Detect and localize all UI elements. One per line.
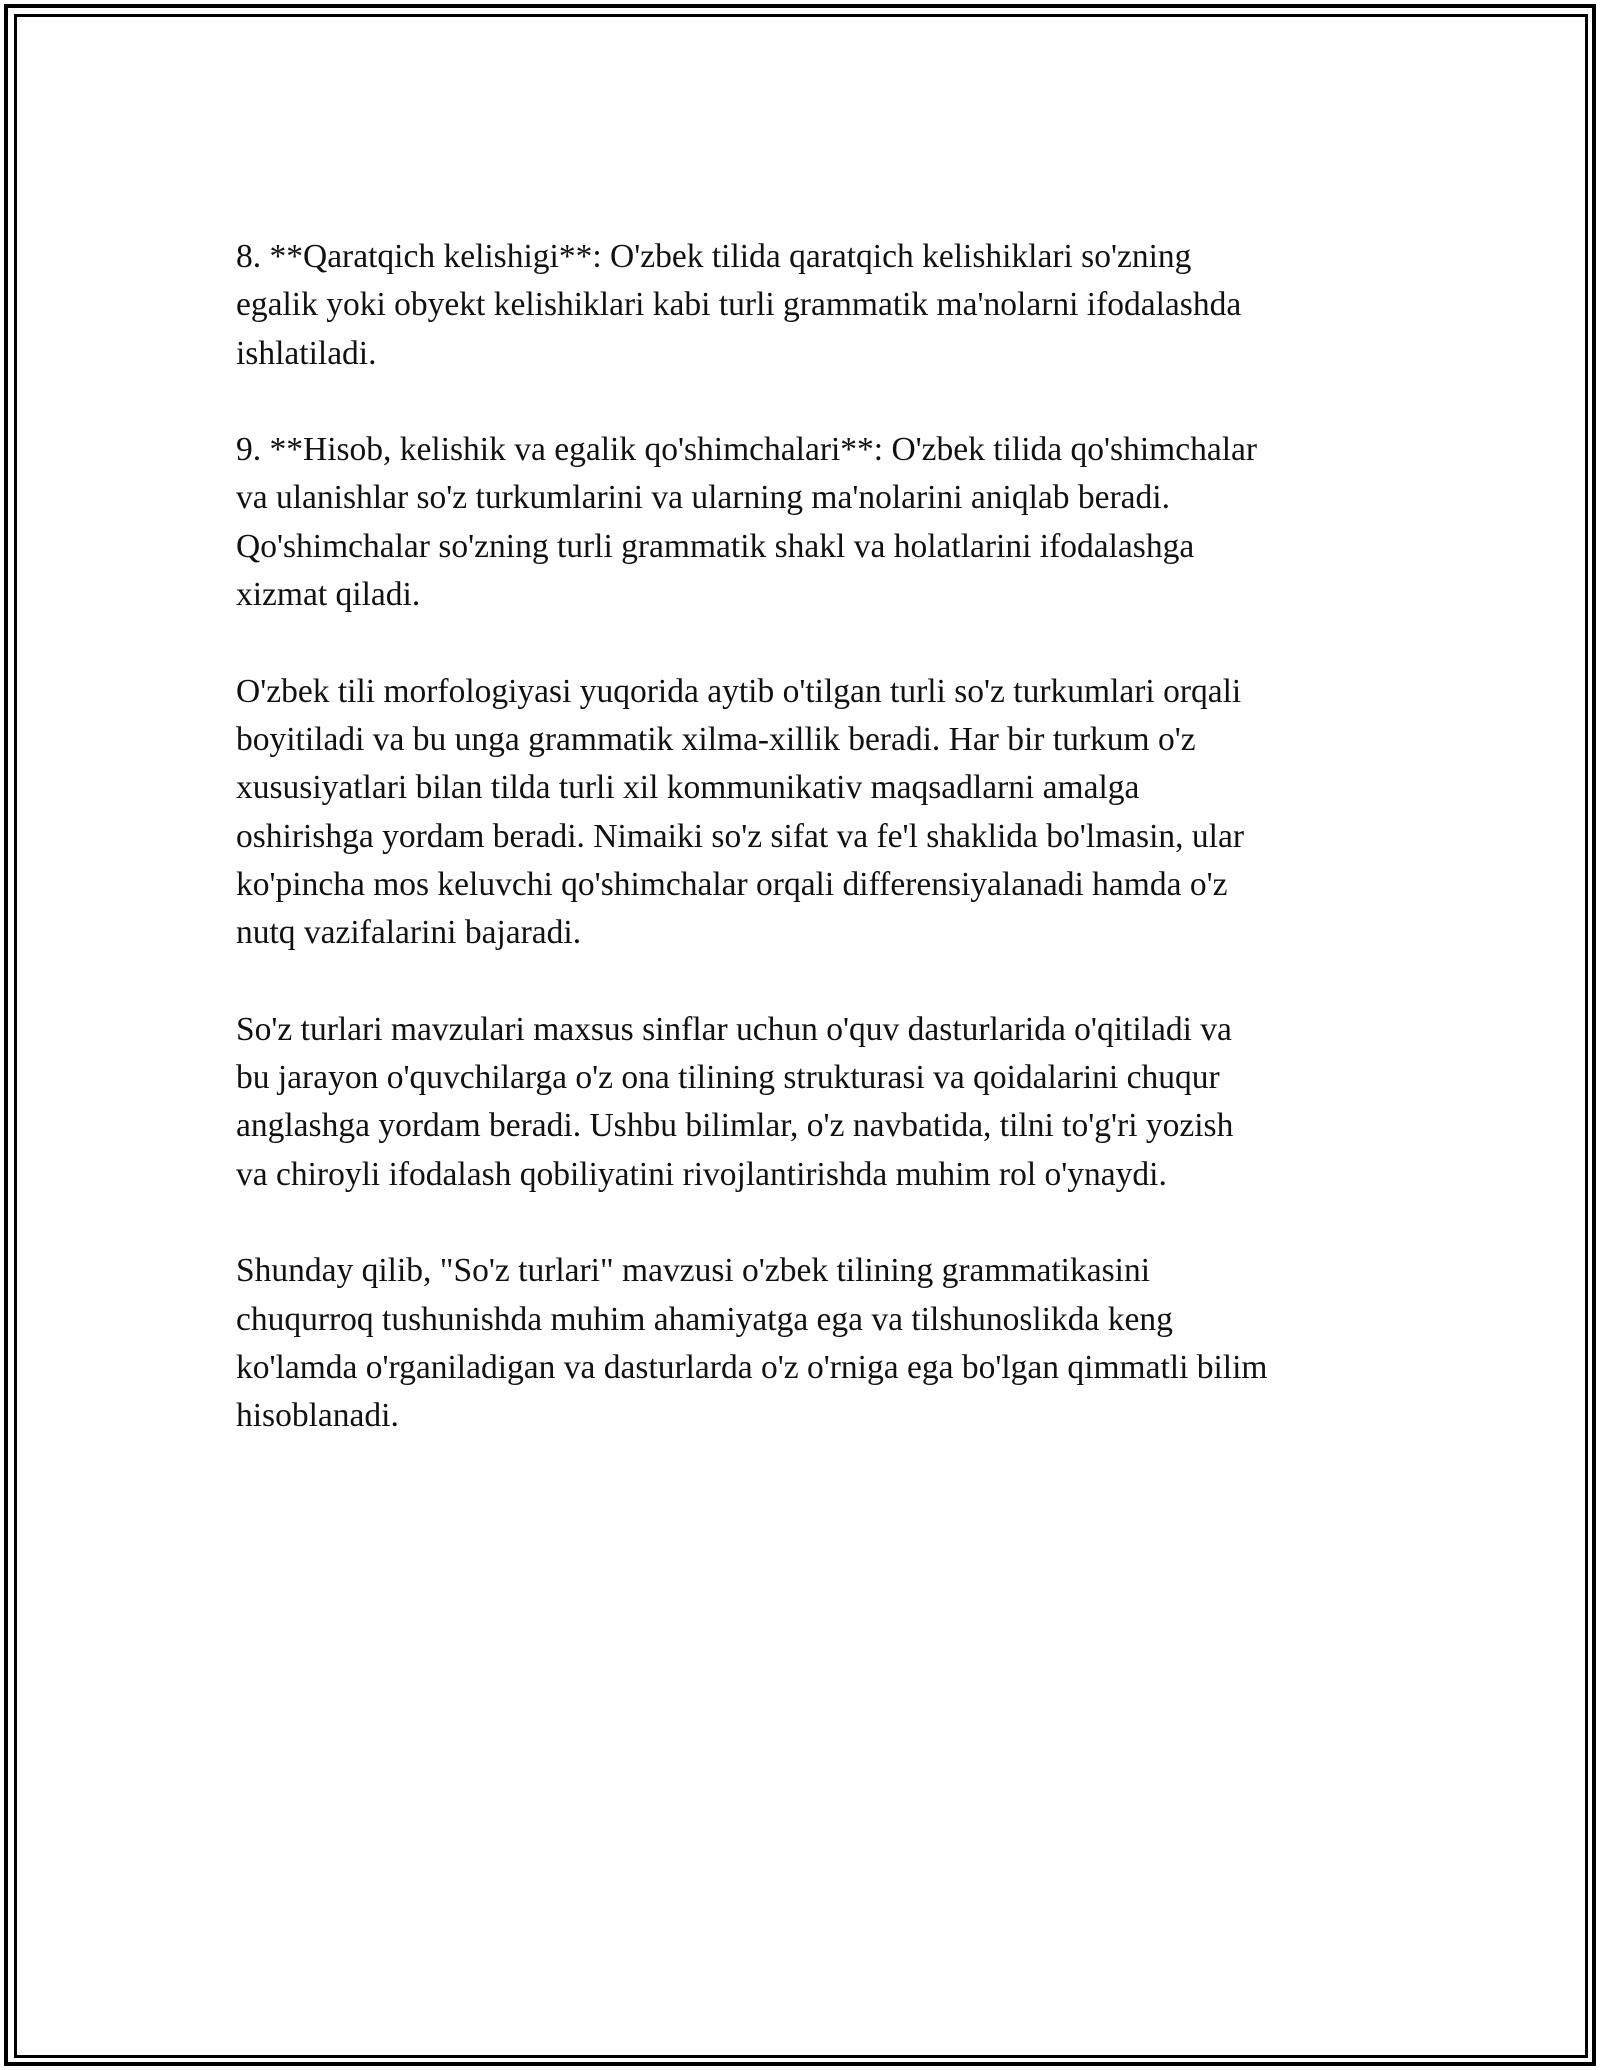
paragraph-oquv-dasturlari: So'z turlari mavzulari maxsus sinflar uchun o'quv dasturlarida o'qitiladi va bu jarayon o'quvchilarga o'z ona tilining strukturasi va qoidalarini chuqur anglashga yordam beradi. Ushbu bilimlar, o'z navbatida, tilni to'g'ri yozish va chiroyli ifodalash qobiliyatini rivojlantirishda muhim rol o'ynaydi. (236, 1010, 1234, 1193)
document-body (236, 233, 1396, 1489)
paragraph-item-8-qaratqich: 8. **Qaratqich kelishigi**: O'zbek tilida qaratqich kelishiklari so'zning egalik yoki obyekt kelishiklari kabi turli grammatik ma'nolarni ifodalashda ishlatiladi. (236, 238, 1242, 372)
paragraph-item-9-qoshimchalar: 9. **Hisob, kelishik va egalik qo'shimchalari**: O'zbek tilida qo'shimchalar va ulanishlar so'z turkumlarini va ularning ma'nolarini aniqlab beradi. Qo'shimchalar so'zning turli grammatik shakl va holatlarini ifodalashga xizmat qiladi. (236, 431, 1258, 614)
paragraph-morfologiya: O'zbek tili morfologiyasi yuqorida aytib o'tilgan turli so'z turkumlari orqali boyitiladi va bu unga grammatik xilma-xillik beradi. Har bir turkum o'z xususiyatlari bilan tilda turli xil kommunikativ maqsadlarni amalga oshirishga yordam beradi. Nimaiki so'z sifat va fe'l shaklida bo'lmasin, ular ko'pincha mos keluvchi qo'shimchalar orqali differensiyalanadi hamda o'z nutq vazifalarini bajaradi. (236, 672, 1244, 952)
paragraph-conclusion: Shunday qilib, "So'z turlari" mavzusi o'zbek tilining grammatikasini chuqurroq tushunishda muhim ahamiyatga ega va tilshunoslikda keng ko'lamda o'rganiladigan va dasturlarda o'z o'rniga ega bo'lgan qimmatli bilim hisoblanadi. (236, 1252, 1268, 1435)
